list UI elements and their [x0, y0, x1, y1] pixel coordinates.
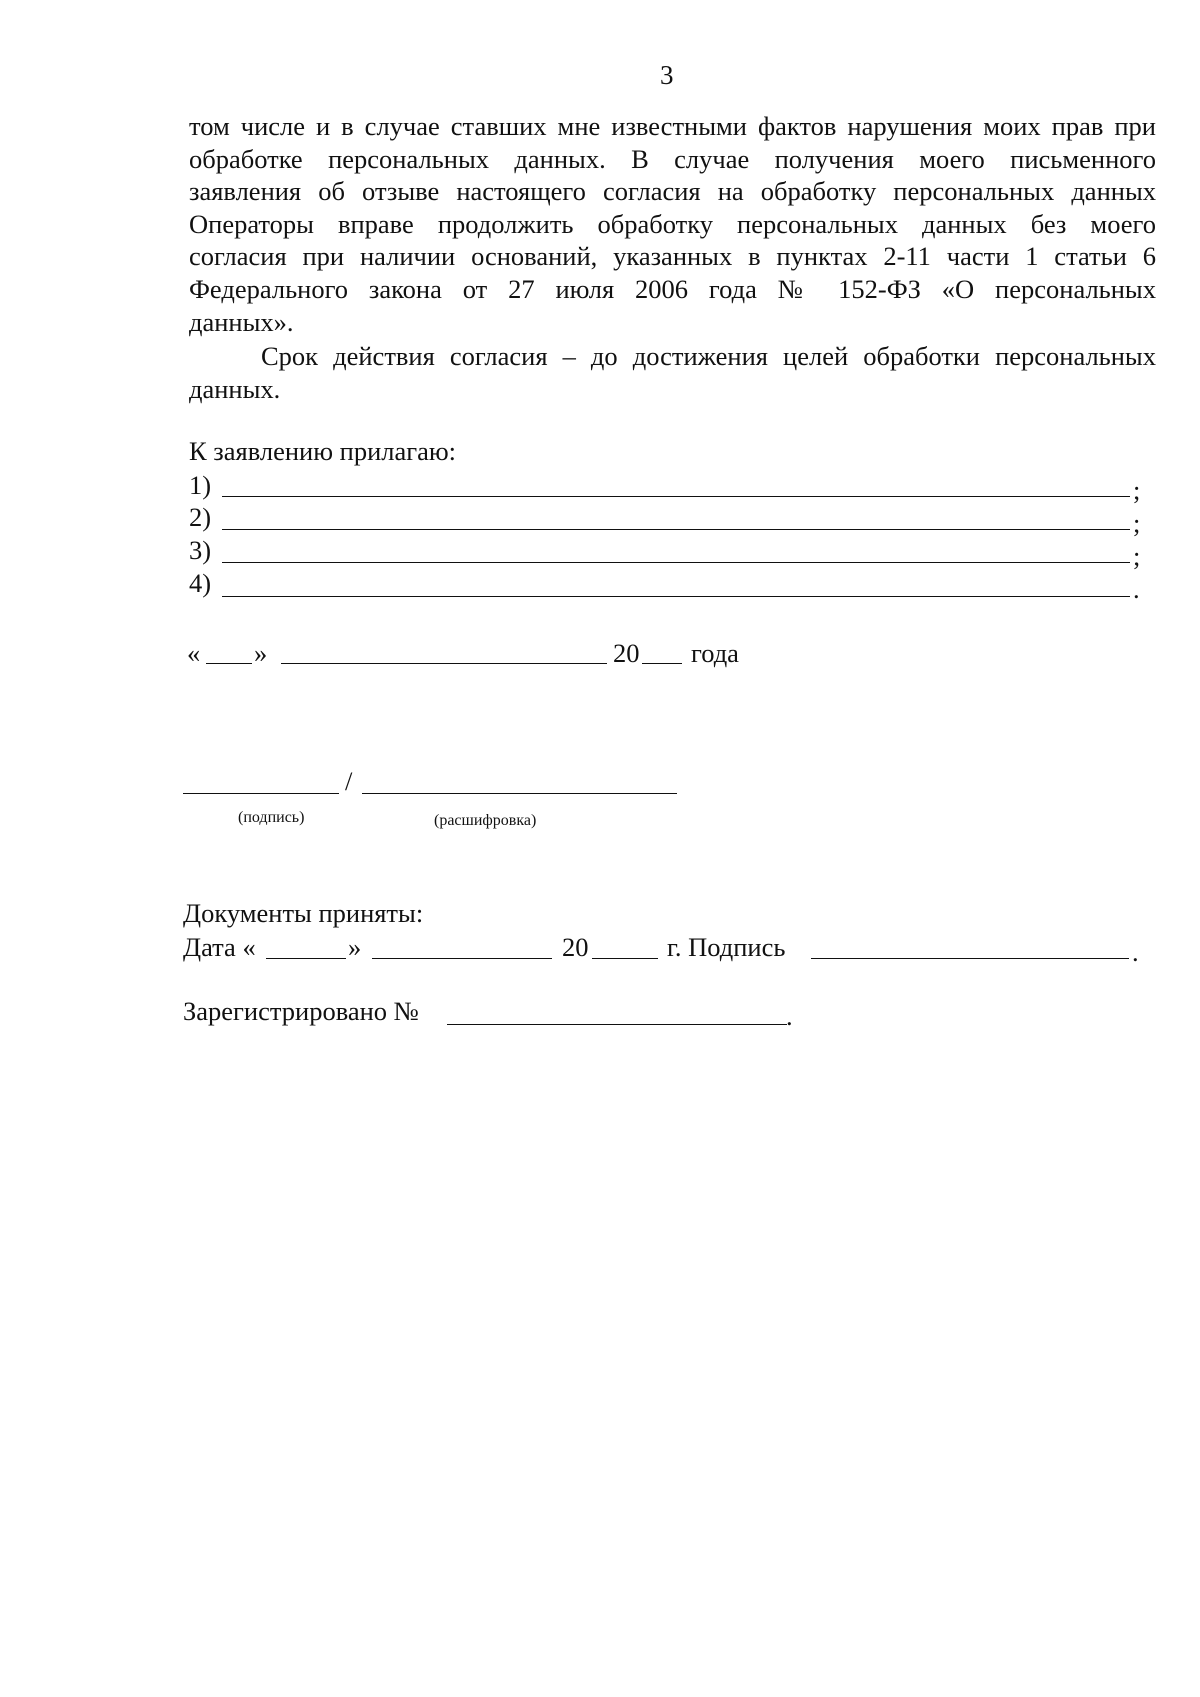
- registration-number-field[interactable]: [447, 1024, 787, 1025]
- signature-slash: /: [345, 766, 353, 796]
- paragraph-line: данных.: [189, 373, 281, 404]
- accepted-year-prefix: 20: [562, 932, 589, 962]
- attachments-heading: К заявлению прилагаю:: [189, 436, 457, 466]
- paragraph-line: данных».: [189, 306, 294, 337]
- paragraph-line: согласия при наличии оснований, указанных в пунктах 2-11 части 1 статьи 6: [189, 241, 1156, 272]
- paragraph-line: заявления об отзыве настоящего согласия на обработку персональных данных: [189, 176, 1156, 207]
- signature-decode-field[interactable]: [362, 793, 677, 794]
- accepted-date-label: Дата «: [183, 932, 256, 962]
- date-open-quote: «: [187, 638, 201, 668]
- date-year-field[interactable]: [642, 663, 682, 664]
- paragraph-line: Операторы вправе продолжить обработку персональных данных без моего: [189, 208, 1156, 239]
- attachment-end: ;: [1133, 475, 1141, 505]
- paragraph-line: Федерального закона от 27 июля 2006 года № 152-ФЗ «О персональных: [189, 273, 1156, 304]
- accepted-day-field[interactable]: [266, 958, 346, 959]
- validity-paragraph: [189, 340, 1156, 405]
- attachment-field-1[interactable]: [222, 496, 1130, 497]
- page-number: 3: [660, 60, 674, 90]
- signature-caption: (подпись): [238, 809, 305, 826]
- consent-paragraph: [189, 110, 1156, 338]
- attachment-end: ;: [1133, 541, 1141, 571]
- attachment-field-4[interactable]: [222, 596, 1130, 597]
- attachment-number: 3): [189, 535, 212, 565]
- accepted-year-suffix: г. Подпись: [667, 932, 786, 962]
- attachment-number: 1): [189, 470, 212, 500]
- paragraph-line: обработке персональных данных. В случае получения моего письменного: [189, 143, 1156, 174]
- paragraph-line: том числе и в случае ставших мне известными фактов нарушения моих прав при: [189, 111, 1156, 141]
- accepted-close-quote: »: [348, 932, 362, 962]
- date-day-field[interactable]: [206, 663, 252, 664]
- date-suffix: года: [691, 638, 739, 668]
- date-year-prefix: 20: [613, 638, 640, 668]
- accepted-month-field[interactable]: [372, 958, 552, 959]
- accepted-year-field[interactable]: [592, 958, 658, 959]
- paragraph-line: Срок действия согласия – до достижения целей обработки персональных: [261, 341, 1156, 371]
- registration-end: .: [786, 1001, 793, 1031]
- attachment-number: 4): [189, 568, 212, 598]
- attachment-field-3[interactable]: [222, 562, 1130, 563]
- date-close-quote: »: [254, 638, 268, 668]
- documents-accepted-heading: Документы приняты:: [183, 898, 424, 928]
- attachment-end: .: [1133, 574, 1140, 604]
- decode-caption: (расшифровка): [434, 812, 537, 829]
- accepted-signature-field[interactable]: [811, 958, 1129, 959]
- attachment-field-2[interactable]: [222, 529, 1130, 530]
- accepted-end: .: [1132, 937, 1139, 967]
- attachment-end: ;: [1133, 508, 1141, 538]
- registration-label: Зарегистрировано №: [183, 996, 419, 1026]
- attachment-number: 2): [189, 502, 212, 532]
- signature-field[interactable]: [183, 793, 339, 794]
- date-month-field[interactable]: [281, 663, 607, 664]
